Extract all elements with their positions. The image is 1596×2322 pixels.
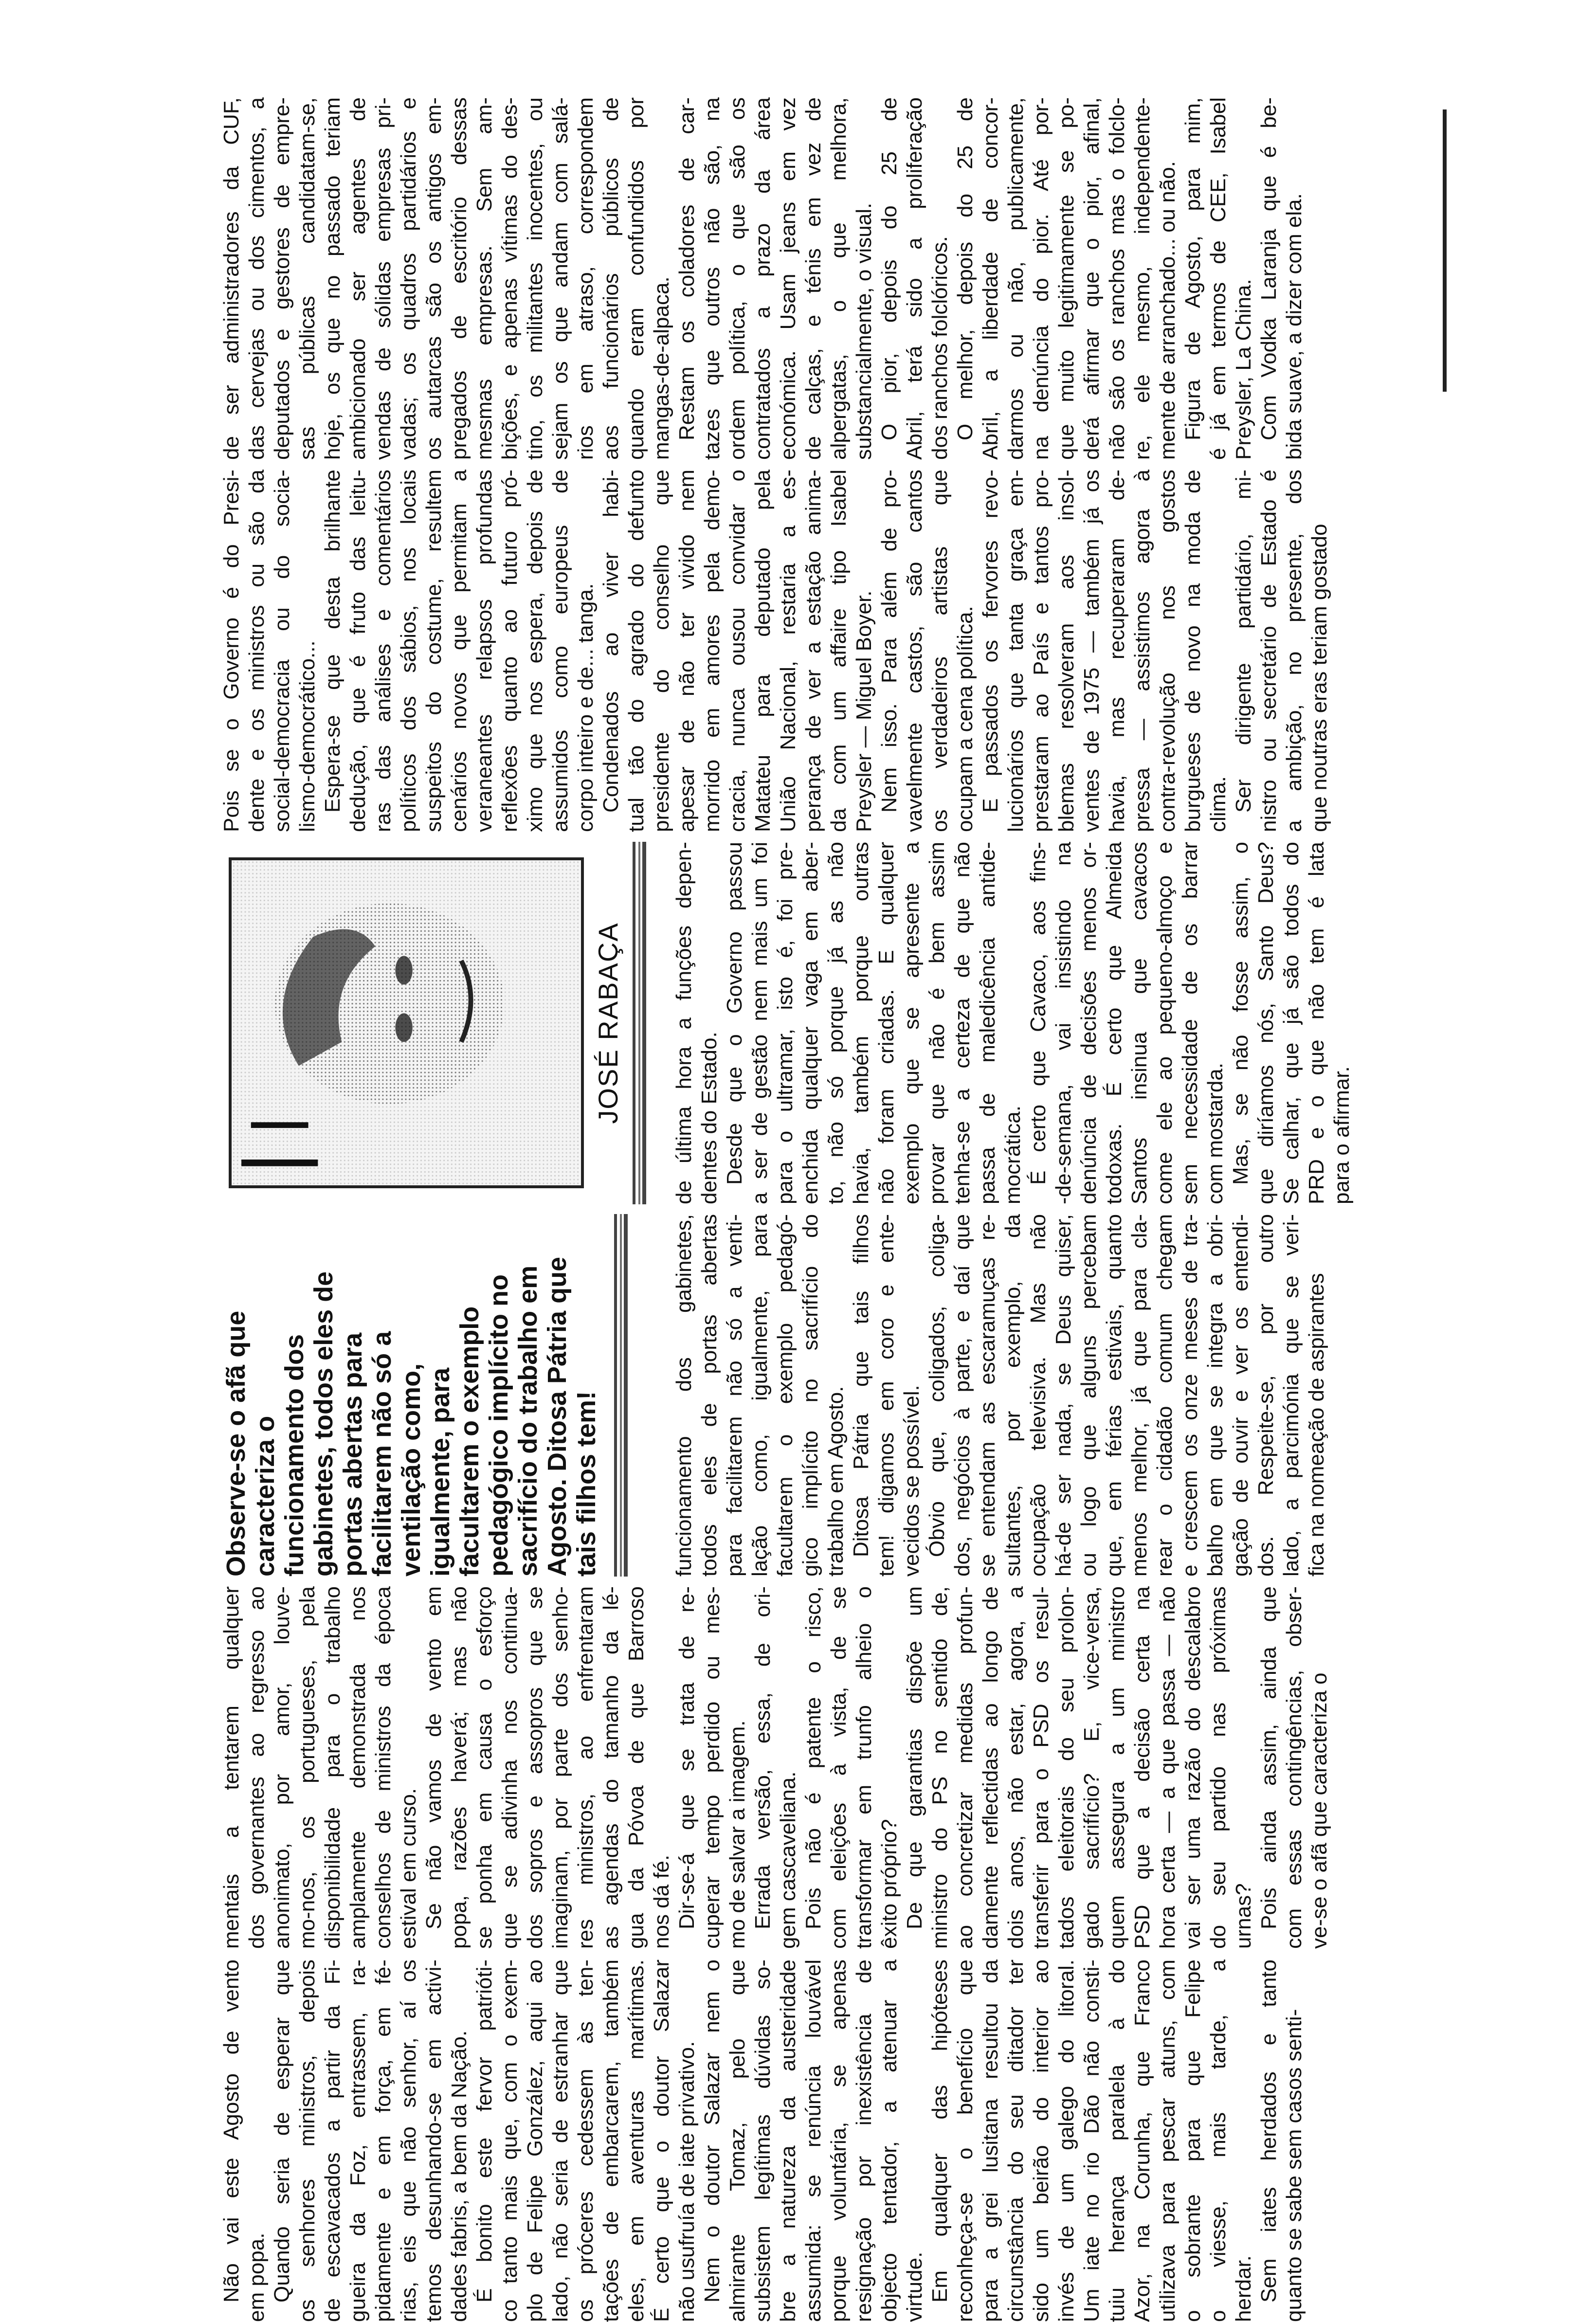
text-line: mangas-de-alpaca.	[650, 276, 673, 460]
text-line: vai ser uma razão do descalabro	[1181, 1586, 1205, 1949]
text-line: a ambição, no presente, dos	[1282, 470, 1306, 832]
article-column-1	[219, 1959, 1307, 2322]
paragraph	[700, 1959, 927, 2322]
text-line: sem necessidade de os barrar	[1178, 842, 1202, 1204]
text-line: ao concretizar medidas profun-	[953, 1586, 977, 1949]
text-line: anonimato, por amor, louve-	[270, 1586, 294, 1949]
text-line: Condenados ao viver habi-	[599, 470, 623, 813]
paragraph	[219, 1959, 270, 2322]
text-line: os próceres cedessem às ten-	[574, 1959, 598, 2322]
text-line: PSD que a decisão certa na	[1130, 1586, 1154, 1949]
text-line: disponibilidade para o trabalho	[321, 1586, 345, 1949]
text-line: Se não vamos de vento em	[422, 1586, 446, 1929]
text-line: ras das análises e comentários	[371, 470, 395, 832]
text-line: damente reflectidas ao longo de	[979, 1586, 1002, 1949]
paragraph	[849, 1214, 925, 1577]
text-line: há-de ser nada, se Deus quiser,	[1052, 1214, 1075, 1577]
portrait-image-icon	[232, 860, 581, 1185]
text-line: almirante Tomaz, pelo que	[725, 1959, 749, 2322]
text-line: transformar em trunfo alheio o	[852, 1586, 876, 1949]
text-line: co tanto mais que, com o exem-	[498, 1959, 522, 2322]
text-line: de calças, e ténis em vez de	[801, 97, 825, 460]
text-line: dos, negócios à parte, e daí que	[950, 1214, 974, 1577]
text-line: dos sopros e assopros que se	[523, 1586, 547, 1949]
pull-quote-line: Observe-se o afã que	[221, 1310, 251, 1577]
text-line: tual tão do agrado do defunto	[624, 470, 648, 832]
text-line: pidamente e em força, em fé-	[371, 1959, 395, 2322]
text-line: Desde que o Governo passou	[723, 842, 746, 1185]
pull-quote-line: sacrifício do trabalho em	[513, 1265, 543, 1577]
text-line: conselhos de ministros da época	[371, 1586, 395, 1949]
text-line: res ministros, ao enfrentaram	[574, 1586, 598, 1949]
text-line: o viesse, mais tarde, a	[1206, 1959, 1230, 2322]
text-line: se ponha em causa o esforço	[472, 1586, 496, 1949]
text-line: para facilitarem não só a venti-	[723, 1214, 746, 1577]
text-line: e crescem os onze meses de tra-	[1178, 1214, 1202, 1577]
text-line: rios em atraso, correspondem	[574, 97, 598, 460]
paragraph	[219, 470, 320, 832]
text-line: eles, em aventuras marítimas.	[624, 1959, 648, 2322]
text-line: pregados de escritório dessas	[447, 97, 471, 460]
paragraph	[927, 1959, 1256, 2322]
paragraph	[1228, 842, 1355, 1204]
article-column-4	[671, 842, 1355, 1204]
text-line: herdar.	[1232, 2255, 1255, 2322]
text-line: contratados a prazo da área	[751, 97, 775, 460]
text-line: tenha-se a certeza de que não	[950, 842, 974, 1204]
text-line: imaginam, por parte dos senho-	[548, 1586, 572, 1949]
text-line: estival em curso.	[397, 1788, 420, 1949]
text-line: gação de ouvir e ver os entendi-	[1229, 1214, 1252, 1577]
paragraph	[925, 1214, 1329, 1577]
text-line: que, em férias estivais, quanto	[1102, 1214, 1126, 1577]
author-photo	[229, 857, 584, 1188]
text-line: Pois ainda assim, ainda que	[1257, 1586, 1281, 1929]
text-line: tazes que outros não são, na	[700, 97, 724, 460]
text-line: não foram criadas. E qualquer	[874, 842, 898, 1204]
text-line: morrido em amores pela demo-	[700, 470, 724, 832]
text-line: provar que não é bem assim	[925, 842, 949, 1204]
paragraph	[902, 1586, 1256, 1949]
text-line: Pois não é patente o risco,	[801, 1586, 825, 1929]
text-line: Ser dirigente partidário, mi-	[1232, 470, 1255, 813]
pull-quote	[221, 1214, 601, 1577]
byline: JOSÉ RABAÇA	[593, 922, 623, 1124]
text-line: trabalho em Agosto.	[824, 1386, 848, 1577]
text-line: que se adivinha nos continua-	[498, 1586, 522, 1949]
paragraph	[219, 1586, 421, 1949]
text-line: de escavacados a partir da Fi-	[321, 1959, 345, 2322]
text-line: O pior, depois do 25 de	[877, 97, 901, 440]
text-line: que muito legitimamente se po-	[1054, 97, 1078, 460]
text-line: políticos dos sábios, nos locais	[397, 470, 420, 832]
pull-quote-line: Agosto. Ditosa Pátria que	[543, 1256, 572, 1577]
text-line: dos ranchos folclóricos.	[928, 236, 952, 460]
text-line: come ele ao pequeno-almoço e	[1153, 842, 1177, 1204]
text-line: aos funcionários públicos de	[599, 97, 623, 460]
text-line: gueira da Foz, entrassem, ra-	[346, 1959, 370, 2322]
text-line: hora certa — a que passa — não	[1156, 1586, 1179, 1949]
paragraph	[1256, 1959, 1307, 2322]
pull-quote-line: gabinetes, todos eles de	[309, 1271, 338, 1577]
text-line: Figura de Agosto, para mim,	[1181, 97, 1205, 440]
pull-quote-line: funcionamento dos	[280, 1334, 309, 1577]
text-line: cenários novos que permitam a	[447, 470, 471, 832]
text-line: contra-revolução nos gostos	[1156, 470, 1179, 832]
text-line: suspeitos do costume, resultem	[422, 470, 446, 832]
text-line: ordem política, o que são os	[725, 97, 749, 460]
pull-quote-rule	[614, 1214, 628, 1577]
text-line: com eleições à vista, de se	[827, 1586, 851, 1949]
text-line: Sem iates herdados e tanto	[1257, 1959, 1281, 2303]
text-line: De que garantias dispõe um	[903, 1586, 926, 1929]
text-line: gico implícito no sacrifício do	[798, 1214, 822, 1577]
text-line: havia, mas recuperaram de-	[1105, 470, 1129, 832]
text-line: menos melhor, já que para cla-	[1127, 1214, 1151, 1577]
paragraph	[801, 1586, 902, 1949]
text-line: Matateu para deputado pela	[751, 470, 775, 832]
text-line: bições, e apenas vítimas do des-	[498, 97, 522, 460]
paragraph	[472, 1959, 700, 2322]
text-line: Restam os coladores de car-	[675, 97, 699, 440]
text-line: resignação por inexistência de	[852, 1959, 876, 2322]
pull-quote-line: tais filhos tem!	[572, 1391, 601, 1577]
paragraph	[1256, 97, 1307, 460]
text-line: blemas resolveram aos insol-	[1054, 470, 1078, 832]
text-line: assumidos como europeus de	[548, 470, 572, 832]
text-line: que diríamos nós, Santo Deus?	[1254, 842, 1278, 1204]
pull-quote-line: caracteriza o	[251, 1415, 280, 1577]
text-line: se entendam as escaramuças re-	[976, 1214, 999, 1577]
text-line: sido um beirão do interior ao	[1029, 1959, 1053, 2322]
text-line: rear o cidadão comum chegam	[1153, 1214, 1177, 1577]
text-line: todos eles de portas abertas	[697, 1214, 721, 1577]
text-line: vavelmente castos, são cantos	[903, 470, 926, 832]
text-line: subsistem legítimas dúvidas so-	[751, 1959, 775, 2322]
byline-rule	[633, 842, 646, 1204]
text-line: dades fabris, a bem da Nação.	[447, 2030, 471, 2322]
text-line: PRD e o que não tem é lata	[1305, 842, 1328, 1204]
text-line: Ditosa Pátria que tais filhos	[849, 1214, 873, 1557]
pull-quote-line: ventilação como,	[397, 1363, 426, 1577]
paragraph	[953, 97, 1180, 460]
text-line: Nem o doutor Salazar nem o	[700, 1959, 724, 2303]
article-column-6	[219, 97, 1307, 460]
text-line: ventes de 1975 — também já os	[1080, 470, 1104, 832]
paragraph	[1026, 842, 1228, 1204]
text-line: o sobrante para que Felipe	[1181, 1959, 1205, 2322]
pull-quote-line: pedagógico implícito no	[484, 1274, 513, 1577]
text-line: na denúncia do pior. Até por-	[1029, 97, 1053, 460]
text-line: para o afirmar.	[1330, 1066, 1354, 1204]
text-line: os senhores ministros, depois	[295, 1959, 319, 2322]
paragraph	[674, 97, 877, 460]
text-line: alpergatas, o que melhora,	[827, 97, 851, 460]
text-line: derá afirmar que o pior, afinal,	[1080, 97, 1104, 460]
text-line: Quando seria de esperar que	[270, 1959, 294, 2303]
pull-quote-line: facultarem o exemplo	[455, 1306, 484, 1577]
article-end-rule	[1443, 109, 1447, 392]
text-line: clima.	[1206, 776, 1230, 832]
text-line: hoje, os que no passado teriam	[321, 97, 345, 460]
text-line: a ser de gestão nem mais um foi	[748, 842, 772, 1204]
pull-quote-line: igualmente, para	[426, 1367, 455, 1577]
text-line: corpo inteiro e de... tanga.	[574, 583, 598, 832]
text-line: presidente do conselho que	[650, 470, 673, 832]
text-line: mente de arranchado... ou não.	[1156, 161, 1179, 460]
text-line: invés de um galego do litoral.	[1054, 1959, 1078, 2322]
paragraph	[421, 1586, 674, 1949]
text-line: dos governantes ao regresso ao	[245, 1586, 269, 1949]
text-line: do seu partido nas próximas	[1206, 1586, 1230, 1949]
text-line: vecidos se possível.	[900, 1385, 924, 1577]
text-line: os autarcas são os antigos em-	[422, 97, 446, 460]
text-line: transferir para o PSD os resul-	[1029, 1586, 1053, 1949]
text-line: vadas; os quadros partidários e	[397, 97, 420, 460]
text-line: assumida: se renúncia louvável	[801, 1959, 825, 2322]
text-line: Pois se o Governo é do Presi-	[219, 470, 243, 832]
text-line: to, não só porque já as não	[824, 842, 848, 1204]
text-line: Óbvio que, coligados, coliga-	[925, 1214, 949, 1557]
text-line: para a grei lusitana resultou da	[979, 1959, 1002, 2322]
text-line: êxito próprio?	[877, 1819, 901, 1949]
text-line: Errada versão, essa, de ori-	[751, 1586, 775, 1929]
paragraph	[877, 470, 978, 832]
text-line: pressa — assistimos agora à	[1130, 470, 1154, 832]
text-line: circunstância do seu ditador ter	[1004, 1959, 1028, 2322]
text-line: de ser administradores da CUF,	[219, 97, 243, 460]
text-line: facultarem o exemplo pedagó-	[773, 1214, 797, 1577]
text-line: as agendas do tamanho da lé-	[599, 1586, 623, 1949]
text-line: E passados os fervores revo-	[979, 470, 1002, 813]
text-line: Preysler — Miguel Boyer.	[852, 590, 876, 832]
text-line: mo de salvar a imagem.	[725, 1720, 749, 1949]
text-line: cuperar tempo perdido ou mes-	[700, 1586, 724, 1949]
text-line: União Nacional, restaria a es-	[776, 470, 800, 832]
text-line: perança de ver a estação anima-	[801, 470, 825, 832]
text-line: nistro ou secretário de Estado é	[1257, 470, 1281, 832]
text-line: urnas?	[1232, 1883, 1255, 1949]
paragraph	[1180, 97, 1256, 460]
text-line: enchida qualquer vaga em aber-	[798, 842, 822, 1204]
text-line: dentes do Estado.	[697, 1032, 721, 1204]
text-line: bida suave, a dizer com ela.	[1282, 193, 1306, 460]
text-line: gua da Póvoa de que Barroso	[624, 1586, 648, 1949]
text-line: com essas contingências, obser-	[1282, 1586, 1306, 1949]
text-line: popa, razões haverá; mas não	[447, 1586, 471, 1949]
text-line: lado, a parcimónia que se veri-	[1279, 1214, 1303, 1577]
text-line: porque voluntária, se apenas	[827, 1959, 851, 2322]
article-column-3	[671, 1214, 1329, 1577]
text-line: Dir-se-á que se trata de re-	[675, 1586, 699, 1929]
text-line: que noutras eras teriam gostado	[1307, 524, 1331, 832]
text-line: ou logo que alguns percebam	[1077, 1214, 1101, 1577]
paragraph	[978, 470, 1231, 832]
text-line: vendas de sólidas empresas pri-	[371, 97, 395, 460]
text-line: tações de embarcarem, também	[599, 1959, 623, 2322]
text-line: Nem isso. Para além de pro-	[877, 470, 901, 813]
text-line: social-democracia ou do socia-	[270, 470, 294, 832]
paragraph	[1256, 1586, 1332, 1949]
text-line: ambicionado ser agentes de	[346, 97, 370, 460]
text-line: O melhor, depois do 25 de	[953, 97, 977, 440]
text-line: todoxas. É certo que Almeida	[1102, 842, 1126, 1204]
text-line: lado, não seria de estranhar que	[548, 1959, 572, 2322]
text-line: com mostarda.	[1203, 1063, 1227, 1204]
text-line: nos dá fé.	[650, 1854, 673, 1949]
text-line: quem assegura a um ministro	[1105, 1586, 1129, 1949]
text-line: dos. Respeite-se, por outro	[1254, 1214, 1278, 1577]
text-line: mocrática.	[1001, 1106, 1025, 1204]
article-column-2	[219, 1586, 1332, 1949]
text-line: passa de maledicência antide-	[976, 842, 999, 1204]
text-line: É bonito este fervor patrióti-	[472, 1959, 496, 2303]
text-line: denúncia de decisões menos or-	[1077, 842, 1101, 1204]
text-line: Com Vodka Laranja que é be-	[1257, 97, 1281, 440]
text-line: Preysler, La China.	[1232, 279, 1255, 460]
text-line: amplamente demonstrada nos	[346, 1586, 370, 1949]
text-line: mentais a tentarem qualquer	[219, 1586, 243, 1949]
paragraph	[270, 1959, 472, 2322]
text-line: os verdadeiros artistas que	[928, 470, 952, 832]
text-line: prestaram ao País e tantos pro-	[1029, 470, 1053, 832]
text-line: havia, também porque outras	[849, 842, 873, 1204]
paragraph	[598, 470, 877, 832]
text-line: objecto tentador, a atenuar a	[877, 1959, 901, 2322]
text-line: rias, eis que não senhor, aí os	[397, 1959, 420, 2322]
text-line: gem cascaveliana.	[776, 1771, 800, 1949]
text-line: temos desunhando-se em activi-	[422, 1959, 446, 2322]
text-line: para o ultramar, isto é, foi pre-	[773, 842, 797, 1204]
text-line: não usufruía de iate privativo.	[675, 2041, 699, 2322]
text-line: sejam os que andam com salá-	[548, 97, 572, 460]
text-line: re, ele mesmo, independente-	[1130, 97, 1154, 460]
text-line: em popa.	[245, 2232, 269, 2322]
text-line: tino, os militantes inocentes, ou	[523, 97, 547, 460]
text-line: lação como, igualmente, para	[748, 1214, 772, 1577]
text-line: gado sacrifício? E, vice-versa,	[1080, 1586, 1104, 1949]
text-line: balho em que se integra a obri-	[1203, 1214, 1227, 1577]
paragraph	[722, 842, 1026, 1204]
text-line: darmos ou não, publicamente,	[1004, 97, 1028, 460]
paragraph	[750, 1586, 801, 1949]
text-line: ministro do PS no sentido de,	[928, 1586, 952, 1949]
paragraph	[674, 1586, 750, 1949]
text-line: utilizava para pescar atuns, com	[1156, 1959, 1179, 2322]
text-line: reflexões quanto ao futuro pró-	[498, 470, 522, 832]
text-line: económica. Usam jeans em vez	[776, 97, 800, 460]
text-line: Se calhar, que já são todos do	[1279, 842, 1303, 1204]
text-line: Azor, na Corunha, que Franco	[1130, 1959, 1154, 2322]
pull-quote-line: portas abertas para	[338, 1332, 367, 1577]
text-line: Um iate no rio Dão não consti-	[1080, 1959, 1104, 2322]
text-line: veraneantes relapsos profundas	[472, 470, 496, 832]
text-line: -de-semana, vai insistindo na	[1052, 842, 1075, 1204]
text-line: substancialmente, o visual.	[852, 202, 876, 460]
pull-quote-line: facilitarem não só a	[367, 1331, 397, 1577]
text-line: da com um affaire tipo Isabel	[827, 470, 851, 832]
paragraph	[671, 842, 722, 1204]
text-line: Mas, se não fosse assim, o	[1229, 842, 1252, 1185]
text-line: mo-nos, os portugueses, pela	[295, 1586, 319, 1949]
text-line: É certo que Cavaco, aos fins-	[1026, 842, 1050, 1185]
text-line: fica na nomeação de aspirantes	[1305, 1273, 1328, 1577]
text-line: das cervejas ou dos cimentos, a	[245, 97, 269, 460]
text-line: deputados e gestores de empre-	[270, 97, 294, 460]
text-line: apesar de não ter vivido nem	[675, 470, 699, 832]
text-line: cracia, nunca ousou convidar o	[725, 470, 749, 832]
text-line: Não vai este Agosto de vento	[219, 1959, 243, 2303]
text-line: ve-se o afã que caracteriza o	[1307, 1672, 1331, 1949]
text-line: sas públicas candidatam-se,	[295, 97, 319, 460]
text-line: lismo-democrático...	[295, 640, 319, 832]
paragraph	[877, 97, 953, 460]
text-line: tem! digamos em coro e ente-	[874, 1214, 898, 1577]
text-line: sultantes, por exemplo, da	[1001, 1214, 1025, 1577]
text-line: tuiu herança paralela à do	[1105, 1959, 1129, 2322]
text-line: é já em termos de CEE, Isabel	[1206, 97, 1230, 460]
paragraph	[320, 470, 598, 832]
text-line: quando eram confundidos por	[624, 97, 648, 460]
text-line: bre a natureza da austeridade	[776, 1959, 800, 2322]
text-line: funcionamento dos gabinetes,	[672, 1214, 696, 1577]
text-line: ocupam a cena política.	[953, 606, 977, 832]
text-line: ocupação televisiva. Mas não	[1026, 1214, 1050, 1577]
text-line: dois anos, não estar, agora, a	[1004, 1586, 1028, 1949]
text-line: lucionários que tanta graça em-	[1004, 470, 1028, 832]
text-line: virtude.	[903, 2251, 926, 2322]
text-line: Espera-se que desta brilhante	[321, 470, 345, 813]
text-line: dente e os ministros ou são da	[245, 470, 269, 832]
paragraph	[1231, 470, 1332, 832]
article-column-5	[219, 470, 1332, 832]
text-line: não são os ranchos mas o folclo-	[1105, 97, 1129, 460]
paragraph	[219, 97, 674, 460]
paragraph	[671, 1214, 849, 1577]
text-line: Abril, a liberdade de concor-	[979, 97, 1002, 460]
text-line: reconheça-se o benefício que	[953, 1959, 977, 2322]
text-line: Abril, terá sido a proliferação	[903, 97, 926, 460]
text-line: Em qualquer das hipóteses	[928, 1959, 952, 2303]
text-line: de última hora a funções depen-	[672, 842, 696, 1204]
text-line: tados eleitorais do seu prolon-	[1054, 1586, 1078, 1949]
text-line: dedução, que é fruto das leitu-	[346, 470, 370, 832]
text-line: burgueses de novo na moda de	[1181, 470, 1205, 832]
text-line: exemplo que se apresente a	[900, 842, 924, 1204]
text-line: É certo que o doutor Salazar	[650, 1959, 673, 2322]
text-line: plo de Felipe González, aqui ao	[523, 1959, 547, 2322]
text-line: mesmas empresas. Sem am-	[472, 97, 496, 460]
text-line: Santos insinua que cavacos	[1127, 842, 1151, 1204]
text-line: quanto se sabe sem casos senti-	[1282, 2009, 1306, 2322]
text-line: ximo que nos espera, depois de	[523, 470, 547, 832]
